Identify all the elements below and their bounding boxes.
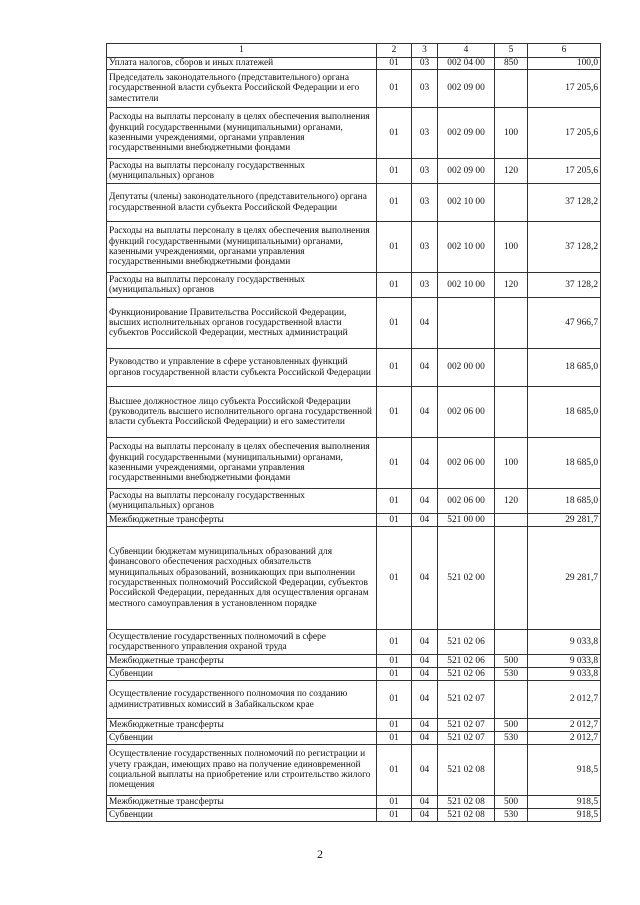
row-name-cell: Субвенции бюджетам муниципальных образований для финансового обеспечения расходных обязательств муниципальных образований, возникающих при выполнении государственных полномочий Российской Федерации, субъектов Российской Федерации, переданных для осуществления органам местного самоуправления в установленном порядке (107, 527, 377, 630)
subsection-code-cell: 04 (412, 732, 438, 745)
section-code-cell: 01 (377, 184, 412, 222)
amount-cell: 18 685,0 (528, 387, 601, 438)
expense-type-cell: 530 (495, 668, 528, 681)
subsection-code-cell: 04 (412, 387, 438, 438)
budget-table-body (107, 44, 601, 822)
table-row (107, 273, 601, 298)
section-code-cell: 01 (377, 159, 412, 184)
row-name-cell: Субвенции (107, 809, 377, 822)
expense-type-cell: 100 (495, 222, 528, 273)
section-code-cell: 01 (377, 70, 412, 108)
amount-cell: 17 205,6 (528, 70, 601, 108)
header-cell: 3 (412, 44, 438, 58)
target-article-cell: 002 06 00 (438, 489, 495, 514)
section-code-cell: 01 (377, 438, 412, 489)
target-article-cell: 002 04 00 (438, 58, 495, 70)
table-row (107, 298, 601, 349)
table-row (107, 630, 601, 655)
row-name-cell: Функционирование Правительства Российской Федерации, высших исполнительных органов государственной власти субъектов Российской Федерации, местных администраций (107, 298, 377, 349)
row-name-cell: Руководство и управление в сфере установленных функций органов государственной власти субъекта Российской Федерации (107, 349, 377, 387)
section-code-cell: 01 (377, 630, 412, 655)
subsection-code-cell: 04 (412, 489, 438, 514)
expense-type-cell: 120 (495, 273, 528, 298)
column-number-header (107, 44, 601, 58)
target-article-cell: 002 06 00 (438, 387, 495, 438)
row-name-cell: Уплата налогов, сборов и иных платежей (107, 58, 377, 70)
row-name-cell: Высшее должностное лицо субъекта Российской Федерации (руководитель высшего исполнительного органа государственной власти субъекта Российской Федерации) и его заместители (107, 387, 377, 438)
table-row (107, 796, 601, 809)
row-name-cell: Осуществление государственных полномочий по регистрации и учету граждан, имеющих право на получение единовременной социальной выплаты на приобретение или строительство жилого помещения (107, 745, 377, 796)
subsection-code-cell: 04 (412, 438, 438, 489)
target-article-cell: 002 10 00 (438, 273, 495, 298)
subsection-code-cell: 03 (412, 184, 438, 222)
section-code-cell: 01 (377, 668, 412, 681)
target-article-cell: 521 02 06 (438, 655, 495, 668)
budget-table (106, 43, 601, 822)
subsection-code-cell: 04 (412, 745, 438, 796)
expense-type-cell: 100 (495, 108, 528, 159)
expense-type-cell: 500 (495, 655, 528, 668)
row-name-cell: Расходы на выплаты персоналу государственных (муниципальных) органов (107, 159, 377, 184)
row-name-cell: Расходы на выплаты персоналу в целях обеспечения выполнения функций государственными (муниципальными) органами, казенными учреждениями, органами управления государственными внебюджетными фондами (107, 438, 377, 489)
expense-type-cell: 120 (495, 489, 528, 514)
target-article-cell: 002 09 00 (438, 70, 495, 108)
subsection-code-cell: 04 (412, 349, 438, 387)
subsection-code-cell: 04 (412, 514, 438, 527)
section-code-cell: 01 (377, 108, 412, 159)
table-row (107, 514, 601, 527)
amount-cell: 9 033,8 (528, 668, 601, 681)
table-row (107, 489, 601, 514)
section-code-cell: 01 (377, 514, 412, 527)
subsection-code-cell: 03 (412, 70, 438, 108)
table-row (107, 159, 601, 184)
expense-type-cell (495, 387, 528, 438)
section-code-cell: 01 (377, 222, 412, 273)
amount-cell: 100,0 (528, 58, 601, 70)
subsection-code-cell: 04 (412, 809, 438, 822)
section-code-cell: 01 (377, 298, 412, 349)
expense-type-cell (495, 681, 528, 719)
table-row (107, 222, 601, 273)
header-cell: 4 (438, 44, 495, 58)
section-code-cell: 01 (377, 732, 412, 745)
target-article-cell: 002 09 00 (438, 108, 495, 159)
row-name-cell: Субвенции (107, 732, 377, 745)
expense-type-cell (495, 514, 528, 527)
amount-cell: 29 281,7 (528, 527, 601, 630)
section-code-cell: 01 (377, 719, 412, 732)
expense-type-cell (495, 745, 528, 796)
amount-cell: 18 685,0 (528, 489, 601, 514)
row-name-cell: Расходы на выплаты персоналу в целях обеспечения выполнения функций государственными (муниципальными) органами, казенными учреждениями, органами управления государственными внебюджетными фондами (107, 222, 377, 273)
row-name-cell: Председатель законодательного (представительного) органа государственной власти субъекта Российской Федерации и его заместители (107, 70, 377, 108)
section-code-cell: 01 (377, 273, 412, 298)
amount-cell: 37 128,2 (528, 273, 601, 298)
row-name-cell: Межбюджетные трансферты (107, 796, 377, 809)
subsection-code-cell: 04 (412, 527, 438, 630)
target-article-cell: 521 02 07 (438, 681, 495, 719)
amount-cell: 17 205,6 (528, 108, 601, 159)
expense-type-cell: 500 (495, 796, 528, 809)
row-name-cell: Расходы на выплаты персоналу в целях обеспечения выполнения функций государственными (муниципальными) органами, казенными учреждениями, органами управления государственными внебюджетными фондами (107, 108, 377, 159)
table-row (107, 527, 601, 630)
subsection-code-cell: 04 (412, 298, 438, 349)
target-article-cell: 521 02 06 (438, 630, 495, 655)
amount-cell: 9 033,8 (528, 655, 601, 668)
target-article-cell: 521 02 08 (438, 809, 495, 822)
section-code-cell: 01 (377, 349, 412, 387)
target-article-cell: 002 09 00 (438, 159, 495, 184)
target-article-cell: 521 00 00 (438, 514, 495, 527)
row-name-cell: Осуществление государственных полномочий в сфере государственного управления охраной труда (107, 630, 377, 655)
table-row (107, 184, 601, 222)
target-article-cell: 002 10 00 (438, 184, 495, 222)
section-code-cell: 01 (377, 655, 412, 668)
row-name-cell: Осуществление государственного полномочия по созданию административных комиссий в Забайкальском крае (107, 681, 377, 719)
expense-type-cell (495, 70, 528, 108)
header-cell: 2 (377, 44, 412, 58)
subsection-code-cell: 04 (412, 668, 438, 681)
row-name-cell: Расходы на выплаты персоналу государственных (муниципальных) органов (107, 273, 377, 298)
amount-cell: 918,5 (528, 745, 601, 796)
target-article-cell: 521 02 08 (438, 745, 495, 796)
expense-type-cell: 530 (495, 732, 528, 745)
row-name-cell: Межбюджетные трансферты (107, 719, 377, 732)
subsection-code-cell: 04 (412, 655, 438, 668)
expense-type-cell: 120 (495, 159, 528, 184)
section-code-cell: 01 (377, 58, 412, 70)
table-row (107, 745, 601, 796)
subsection-code-cell: 03 (412, 159, 438, 184)
amount-cell: 47 966,7 (528, 298, 601, 349)
target-article-cell (438, 298, 495, 349)
header-cell: 6 (528, 44, 601, 58)
section-code-cell: 01 (377, 527, 412, 630)
amount-cell: 2 012,7 (528, 732, 601, 745)
amount-cell: 29 281,7 (528, 514, 601, 527)
amount-cell: 18 685,0 (528, 349, 601, 387)
table-row (107, 809, 601, 822)
target-article-cell: 002 00 00 (438, 349, 495, 387)
table-row (107, 668, 601, 681)
target-article-cell: 521 02 07 (438, 719, 495, 732)
section-code-cell: 01 (377, 796, 412, 809)
row-name-cell: Депутаты (члены) законодательного (представительного) органа государственной власти субъекта Российской Федерации (107, 184, 377, 222)
table-row (107, 70, 601, 108)
table-row (107, 438, 601, 489)
table-row (107, 655, 601, 668)
section-code-cell: 01 (377, 489, 412, 514)
row-name-cell: Межбюджетные трансферты (107, 514, 377, 527)
expense-type-cell (495, 349, 528, 387)
section-code-cell: 01 (377, 809, 412, 822)
target-article-cell: 521 02 00 (438, 527, 495, 630)
row-name-cell: Расходы на выплаты персоналу государственных (муниципальных) органов (107, 489, 377, 514)
subsection-code-cell: 04 (412, 630, 438, 655)
target-article-cell: 002 10 00 (438, 222, 495, 273)
table-row (107, 719, 601, 732)
amount-cell: 918,5 (528, 796, 601, 809)
expense-type-cell (495, 630, 528, 655)
table-row (107, 108, 601, 159)
expense-type-cell: 850 (495, 58, 528, 70)
amount-cell: 2 012,7 (528, 719, 601, 732)
section-code-cell: 01 (377, 745, 412, 796)
row-name-cell: Межбюджетные трансферты (107, 655, 377, 668)
subsection-code-cell: 03 (412, 222, 438, 273)
subsection-code-cell: 03 (412, 108, 438, 159)
page-number: 2 (317, 847, 323, 861)
amount-cell: 18 685,0 (528, 438, 601, 489)
table-row (107, 349, 601, 387)
amount-cell: 2 012,7 (528, 681, 601, 719)
target-article-cell: 521 02 07 (438, 732, 495, 745)
expense-type-cell (495, 184, 528, 222)
expense-type-cell (495, 298, 528, 349)
target-article-cell: 002 06 00 (438, 438, 495, 489)
target-article-cell: 521 02 06 (438, 668, 495, 681)
subsection-code-cell: 04 (412, 719, 438, 732)
amount-cell: 37 128,2 (528, 222, 601, 273)
section-code-cell: 01 (377, 387, 412, 438)
target-article-cell: 521 02 08 (438, 796, 495, 809)
row-name-cell: Субвенции (107, 668, 377, 681)
section-code-cell: 01 (377, 681, 412, 719)
table-row (107, 58, 601, 70)
table-row (107, 681, 601, 719)
amount-cell: 17 205,6 (528, 159, 601, 184)
amount-cell: 37 128,2 (528, 184, 601, 222)
subsection-code-cell: 03 (412, 273, 438, 298)
table-row (107, 387, 601, 438)
amount-cell: 9 033,8 (528, 630, 601, 655)
expense-type-cell (495, 527, 528, 630)
header-cell: 1 (107, 44, 377, 58)
subsection-code-cell: 03 (412, 58, 438, 70)
amount-cell: 918,5 (528, 809, 601, 822)
expense-type-cell: 500 (495, 719, 528, 732)
header-cell: 5 (495, 44, 528, 58)
table-row (107, 732, 601, 745)
subsection-code-cell: 04 (412, 796, 438, 809)
expense-type-cell: 100 (495, 438, 528, 489)
expense-type-cell: 530 (495, 809, 528, 822)
subsection-code-cell: 04 (412, 681, 438, 719)
